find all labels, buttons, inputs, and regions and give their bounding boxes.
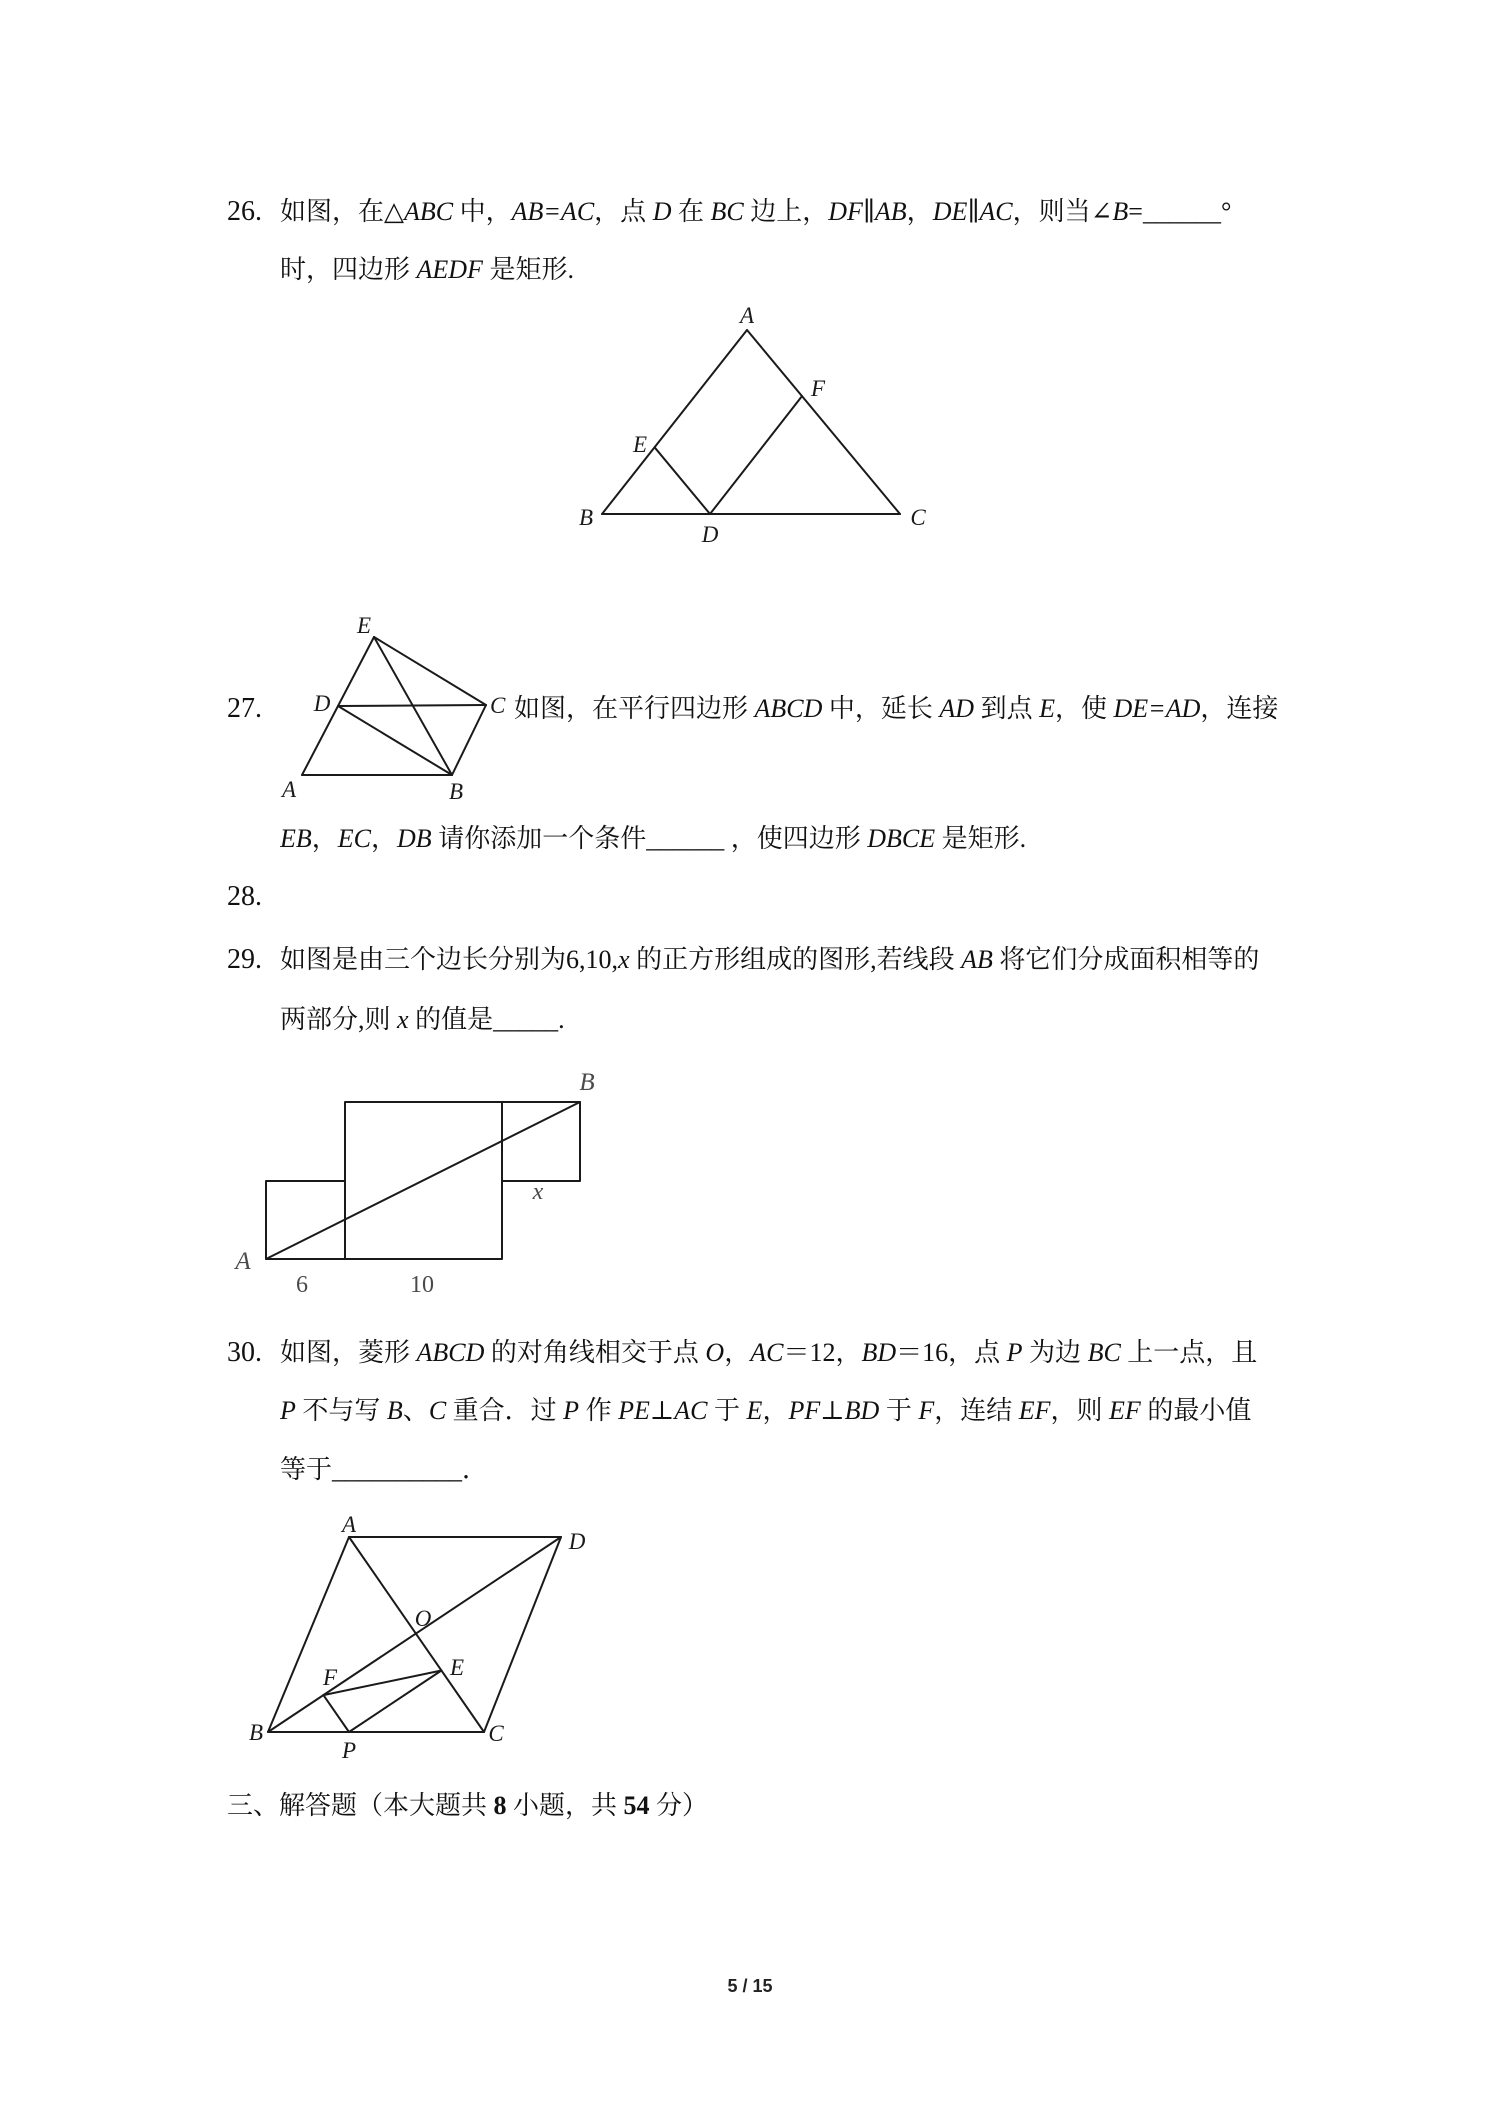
text-run: 是矩形. (935, 824, 1027, 853)
question-26-stem-line-1 (280, 194, 1460, 230)
vertex-label-d: D (313, 691, 331, 716)
text-run: 将它们分成面积相等的 (992, 945, 1260, 974)
text-run: 请你添加一个条件______ ，使四边形 (431, 824, 868, 853)
math-variable: AD (939, 694, 975, 723)
question-29-stem-line-2 (280, 1002, 1460, 1038)
text-run: ⊥ (820, 1396, 845, 1425)
text-run: =______° (1128, 197, 1232, 226)
text-run: 如图，菱形 (280, 1338, 417, 1367)
math-variable: x (397, 1005, 409, 1034)
section-heading (227, 1788, 1407, 1824)
text-run: ， (762, 1396, 789, 1425)
text-run: 分） (649, 1791, 709, 1820)
vertex-label-b: B (448, 779, 464, 804)
question-27-stem-line-1 (514, 691, 1454, 727)
math-variable: x (618, 945, 630, 974)
text-run: ， (311, 824, 338, 853)
text-run: 为边 (1022, 1338, 1088, 1367)
text-run: 、 (402, 1396, 429, 1425)
math-variable: DBCE (867, 824, 936, 853)
text-run: 于 (707, 1396, 747, 1425)
text-run: ，点 (594, 197, 653, 226)
segment-bc (452, 705, 486, 775)
vertex-label-c: C (490, 693, 506, 718)
text-run: 重合．过 (446, 1396, 564, 1425)
text-run: ， (724, 1338, 751, 1367)
math-variable: DE∥AC (932, 197, 1013, 226)
math-variable: EF (1109, 1396, 1141, 1425)
text-run: 中， (453, 197, 512, 226)
math-variable: P (563, 1396, 580, 1425)
vertex-label-b: B (578, 505, 594, 530)
math-variable: BD (844, 1396, 880, 1425)
question-number: 26. (227, 196, 262, 227)
vertex-label-f: F (810, 376, 826, 401)
math-variable: B (386, 1396, 403, 1425)
text-run: 作 (579, 1396, 619, 1425)
math-variable: ABC (404, 197, 454, 226)
question-27-stem-line-2 (280, 821, 1460, 857)
text-run: 如图是由三个边长分别为6,10, (280, 945, 619, 974)
math-variable: P (280, 1396, 296, 1425)
text-run: 小题，共 (506, 1791, 624, 1820)
math-variable: BD (861, 1338, 897, 1367)
math-variable: E (1039, 694, 1055, 723)
vertex-label-a: A (739, 303, 755, 328)
bold-number: 8 (493, 1791, 507, 1820)
math-variable: EB (280, 824, 312, 853)
question-26-figure-triangle (570, 295, 935, 555)
text-run: ⊥ (649, 1396, 675, 1425)
text-run: 是矩形. (482, 255, 574, 284)
question-29-stem-line-1 (280, 942, 1460, 978)
question-number: 29. (227, 944, 262, 975)
point-label-o: O (414, 1606, 432, 1631)
math-variable: O (705, 1338, 725, 1367)
square-third (502, 1102, 580, 1181)
side-label-middle: 10 (410, 1272, 434, 1298)
math-variable: C (428, 1396, 447, 1425)
text-run: ，则 (1050, 1396, 1110, 1425)
vertex-label-c: C (910, 505, 926, 530)
text-run: 于 (879, 1396, 919, 1425)
point-label-b: B (579, 1070, 595, 1096)
question-30-stem-line-1 (280, 1335, 1460, 1371)
text-run: ， (906, 197, 933, 226)
text-run: 不与写 (295, 1396, 387, 1425)
side-label-small: 6 (296, 1272, 308, 1298)
math-variable: BC (1087, 1338, 1121, 1367)
math-variable: PF (788, 1396, 821, 1425)
question-29-figure-squares (230, 1070, 600, 1302)
segment-fp (323, 1695, 349, 1732)
text-run: 的值是_____. (408, 1005, 565, 1034)
question-number: 28. (227, 881, 262, 912)
question-30-stem-line-3 (280, 1452, 1460, 1488)
question-30-stem-line-2 (280, 1393, 1460, 1429)
math-variable: ABCD (416, 1338, 485, 1367)
vertex-label-a: A (281, 777, 297, 802)
vertex-label-e: E (632, 432, 648, 457)
segment-df (710, 396, 802, 514)
vertex-label-d: D (568, 1529, 586, 1554)
text-run: 等于__________． (280, 1455, 489, 1484)
text-run: 两部分,则 (280, 1005, 398, 1034)
point-label-f: F (322, 1665, 338, 1690)
math-variable: AC (750, 1338, 784, 1367)
text-run: 的对角线相交于点 (484, 1338, 706, 1367)
vertex-label-d: D (701, 522, 719, 547)
text-run: 的最小值 (1140, 1396, 1252, 1425)
text-run: 到点 (974, 694, 1040, 723)
math-variable: AB=AC (511, 197, 595, 226)
text-run: ，则当∠ (1012, 197, 1113, 226)
text-run: 三、解答题（本大题共 (227, 1791, 494, 1820)
text-run: ， (371, 824, 398, 853)
text-run: 时，四边形 (280, 255, 417, 284)
text-run: 的正方形组成的图形,若线段 (629, 945, 962, 974)
side-label-third: x (532, 1179, 544, 1205)
text-run: 在 (671, 197, 711, 226)
diagonal-ac (349, 1537, 484, 1732)
math-variable: B (1112, 197, 1129, 226)
vertex-label-c: C (488, 1721, 504, 1746)
math-variable: AEDF (416, 255, 483, 284)
question-30-figure-rhombus (240, 1510, 600, 1762)
math-variable: DE=AD (1113, 694, 1201, 723)
page-number: 5 / 15 (727, 1976, 773, 1996)
question-26-stem-line-2 (280, 252, 1460, 288)
point-label-a: A (235, 1248, 251, 1275)
vertex-label-b: B (248, 1720, 264, 1745)
text-run: 如图，在△ (280, 197, 404, 226)
point-label-e: E (449, 1655, 465, 1680)
math-variable: EF (1018, 1396, 1051, 1425)
math-variable: AB (961, 945, 993, 974)
text-run: 上一点，且 (1120, 1338, 1258, 1367)
bold-number: 54 (623, 1791, 650, 1820)
text-run: 如图，在平行四边形 (514, 694, 755, 723)
math-variable: E (746, 1396, 763, 1425)
square-small (266, 1181, 345, 1259)
vertex-label-a: A (341, 1512, 357, 1537)
segment-ac (747, 330, 900, 514)
text-run: ＝16，点 (896, 1338, 1007, 1367)
math-variable: P (1006, 1338, 1023, 1367)
segment-ab (602, 330, 747, 514)
math-variable: EC (337, 824, 372, 853)
math-variable: PE (618, 1396, 650, 1425)
segment-db (338, 706, 452, 775)
math-variable: BC (710, 197, 744, 226)
text-run: ，连接 (1200, 694, 1279, 723)
segment-ed (655, 447, 710, 514)
math-variable: D (652, 197, 672, 226)
math-variable: AC (674, 1396, 708, 1425)
text-run: ，使 (1055, 694, 1114, 723)
segment-dc (484, 1537, 561, 1732)
text-run: ，连结 (934, 1396, 1019, 1425)
text-run: ＝12， (783, 1338, 862, 1367)
math-variable: DB (397, 824, 432, 853)
math-variable: DF∥AB (828, 197, 907, 226)
question-number: 30. (227, 1337, 262, 1368)
diagonal-bd (268, 1537, 561, 1732)
math-variable: ABCD (754, 694, 823, 723)
vertex-label-e: E (356, 615, 372, 638)
question-27-figure-parallelogram (280, 615, 510, 807)
math-variable: F (918, 1396, 935, 1425)
segment-ba (268, 1537, 349, 1732)
question-number: 27. (227, 693, 262, 724)
text-run: 中，延长 (822, 694, 940, 723)
text-run: 边上， (743, 197, 829, 226)
point-label-p: P (341, 1738, 357, 1762)
segment-ec (374, 637, 486, 705)
